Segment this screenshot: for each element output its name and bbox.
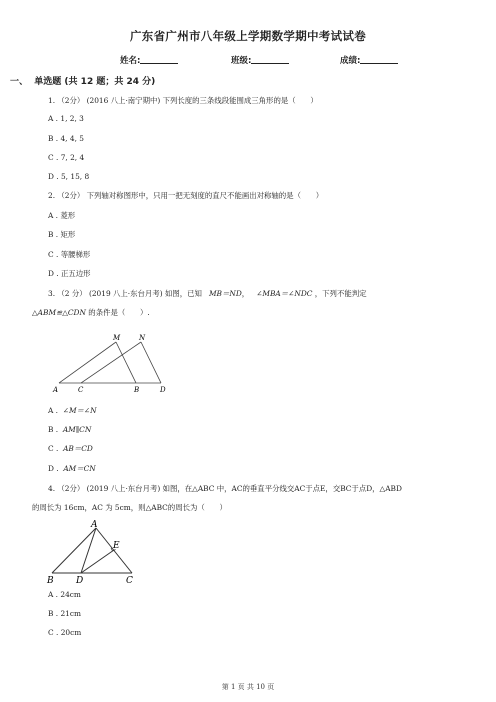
score-label: 成绩: <box>340 56 361 66</box>
question-4-stem-line1: 4. （2分） (2019 八上·东台月考) 如图，在△ABC 中，AC的垂直平分线交AC于点E，交BC于点D，△ABD <box>48 484 402 493</box>
q3-stem-text-d: 的条件是（ ）. <box>85 308 150 317</box>
q3-option-d <box>48 464 96 474</box>
q3-option-c-expr: AB＝CD <box>63 444 93 453</box>
q1-option-b: B . 4, 4, 5 <box>48 134 84 143</box>
q3-label-c: C <box>78 386 84 394</box>
q3-line-am <box>59 342 116 383</box>
class-field <box>231 54 289 66</box>
q3-option-d-letter: D . <box>48 464 59 473</box>
q3-label-m: M <box>113 334 121 342</box>
q3-stem-text-c: ，下列不能判定 <box>314 289 367 298</box>
q3-figure <box>50 330 180 398</box>
q3-option-c-letter: C . <box>48 444 59 453</box>
q3-line-mb <box>116 342 136 383</box>
score-blank <box>360 54 398 64</box>
q3-line-nd <box>141 342 161 383</box>
q2-option-b: B . 矩形 <box>48 230 76 239</box>
q3-option-b-letter: B . <box>48 425 59 434</box>
class-blank <box>251 54 289 64</box>
q3-math-angles: ∠MBA＝∠NDC <box>256 289 313 298</box>
q3-stem-text-b: ， <box>241 289 250 298</box>
q3-math-mb-nd: MB＝ND <box>208 289 242 298</box>
q4-line-ab <box>52 528 96 573</box>
name-blank <box>140 54 178 64</box>
q3-option-b <box>48 425 91 435</box>
q4-line-ad <box>81 528 96 573</box>
q3-option-a <box>48 406 97 416</box>
q2-option-d: D . 正五边形 <box>48 269 91 278</box>
q4-label-d: D <box>76 576 84 586</box>
q4-option-a: A . 24cm <box>48 590 81 599</box>
q4-figure <box>44 518 140 588</box>
q1-option-a: A . 1, 2, 3 <box>48 114 84 123</box>
name-field <box>120 54 178 66</box>
q4-label-a: A <box>91 520 98 530</box>
question-4-stem-line2: 的周长为 16cm，AC 为 5cm，则△ABC的周长为（ ） <box>32 503 227 512</box>
q3-label-a: A <box>53 386 59 394</box>
q3-line-cn <box>81 342 141 383</box>
q3-label-n: N <box>139 334 146 342</box>
q1-option-d: D . 5, 15, 8 <box>48 172 90 181</box>
question-3-stem-line1 <box>48 289 367 299</box>
exam-title: 广东省广州市八年级上学期数学期中考试试卷 <box>130 29 366 43</box>
q4-label-c: C <box>126 576 133 586</box>
score-field <box>340 54 398 66</box>
q4-line-de <box>81 550 114 573</box>
q3-option-b-expr: AM∥CN <box>62 425 92 434</box>
q2-option-c: C . 等腰梯形 <box>48 250 91 259</box>
question-1-stem: 1. （2分） (2016 八上·南宁期中) 下列长度的三条线段能围成三角形的是（ ） <box>48 96 318 105</box>
section-title: 单选题 (共 12 题；共 24 分) <box>34 77 156 87</box>
q3-stem-text-a: 3. （2 分） (2019 八上·东台月考) 如图，已知 <box>48 289 202 298</box>
q3-option-a-expr: ∠M＝∠N <box>62 406 97 415</box>
q4-label-e: E <box>113 541 120 551</box>
q3-option-d-expr: AM＝CN <box>63 464 96 473</box>
q4-label-b: B <box>47 576 54 586</box>
q3-label-b: B <box>134 386 140 394</box>
q3-option-c <box>48 444 93 454</box>
q2-option-a: A . 菱形 <box>48 211 76 220</box>
q3-math-congruence: △ABM≌△CDN <box>32 308 86 317</box>
q4-option-c: C . 20cm <box>48 628 82 637</box>
class-label: 班级: <box>231 56 252 66</box>
q4-option-b: B . 21cm <box>48 609 82 618</box>
name-label: 姓名: <box>120 56 141 66</box>
q1-option-c: C . 7, 2, 4 <box>48 153 85 162</box>
section-heading <box>10 74 155 87</box>
section-number: 一、 <box>10 77 29 87</box>
page-footer: 第 1 页 共 10 页 <box>221 683 275 691</box>
question-3-stem-line2 <box>32 308 150 318</box>
q3-option-a-letter: A . <box>48 406 59 415</box>
q3-label-d: D <box>160 386 166 394</box>
question-2-stem: 2. （2分） 下列轴对称图形中，只用一把无刻度的直尺不能画出对称轴的是（ ） <box>48 191 324 200</box>
